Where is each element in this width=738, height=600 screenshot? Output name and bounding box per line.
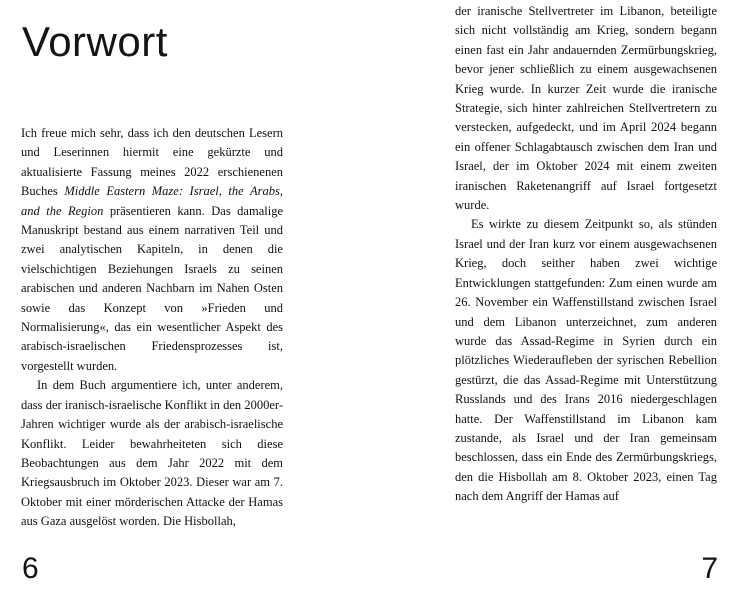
right-paragraph-1: der iranische Stellvertreter im Libanon, beteiligte sich nicht vollständig am Krieg, sondern begann einen fast ein Jahr andauernden Zermürbungskrieg, bevor jener schließlich zu einem ausgewachsenen Krieg wurde. In kurzer Zeit wurde die iranische Strategie, sich hinter zahlreichen Stellvertretern zu verstecken, aufgedeckt, und im April 2024 begann ein offener Schlagabtausch zwischen dem Iran und Israel, der im Oktober 2024 mit einem zweiten iranischen Raketenangriff auf Israel fortgesetzt wurde. xyxy=(455,4,717,213)
page-number-right: 7 xyxy=(701,552,718,585)
page-number-left: 6 xyxy=(22,552,39,585)
left-paragraph-1-intro: Ich freue mich sehr, dass ich den deutschen Lesern und Leserinnen hiermit eine gekürzte und aktualisierte Fassung meines 2022 erschienenen Buches xyxy=(21,126,283,199)
right-page xyxy=(369,0,738,600)
chapter-heading: Vorwort xyxy=(22,18,168,65)
right-text-column xyxy=(455,2,717,507)
left-text-column xyxy=(21,124,283,532)
left-paragraph-1-rest: präsentieren kann. Das damalige Manuskript bestand aus einem narrativen Teil und zwei analytischen Kapiteln, in denen die vielschichtigen Beziehungen Israels zu seinen arabischen und anderen Nachbarn im Nahen Osten sowie das Konzept von »Frieden und Normalisierung«, das ein wesentlicher Aspekt des arabisch-israelischen Friedensprozesses ist, vorgestellt wurden. xyxy=(21,203,283,373)
right-paragraph-2: Es wirkte zu diesem Zeitpunkt so, als stünden Israel und der Iran kurz vor einem ausgewachsenen Krieg, doch seither haben zwei wichtige Entwicklungen stattgefunden: Zum einen wurde am 26. November ein Waffenstillstand zwischen Israel und dem Libanon unterzeichnet, zum anderen wurde das Assad-Regime in Syrien durch ein plötzliches Wiederaufleben der syrischen Rebellion gestürzt, die das Assad-Regime mit Unterstützung Russlands und des Irans 2016 niedergeschlagen hatte. Der Waffenstillstand im Libanon kam zustande, als Israel und der Iran gemeinsam beschlossen, dass ein Ende des Zermürbungskriegs, den die Hisbollah am 8. Oktober 2023, einen Tag nach dem Angriff der Hamas auf xyxy=(455,217,717,504)
left-paragraph-1 xyxy=(21,124,283,376)
book-title: Middle Eastern Maze: Israel, the Arabs, and the Region xyxy=(21,184,283,218)
left-paragraph-2: In dem Buch argumentiere ich, unter anderem, dass der iranisch-israelische Konflikt in den 2000er-Jahren wichtiger wurde als der arabisch-israelische Konflikt. Leider bewahrheiteten sich diese Beobachtungen aus dem Jahr 2022 mit dem Kriegsausbruch im Oktober 2023. Dieser war am 7. Oktober mit einer mörderischen Attacke der Hamas aus Gaza ausgelöst worden. Die Hisbollah, xyxy=(21,378,283,529)
